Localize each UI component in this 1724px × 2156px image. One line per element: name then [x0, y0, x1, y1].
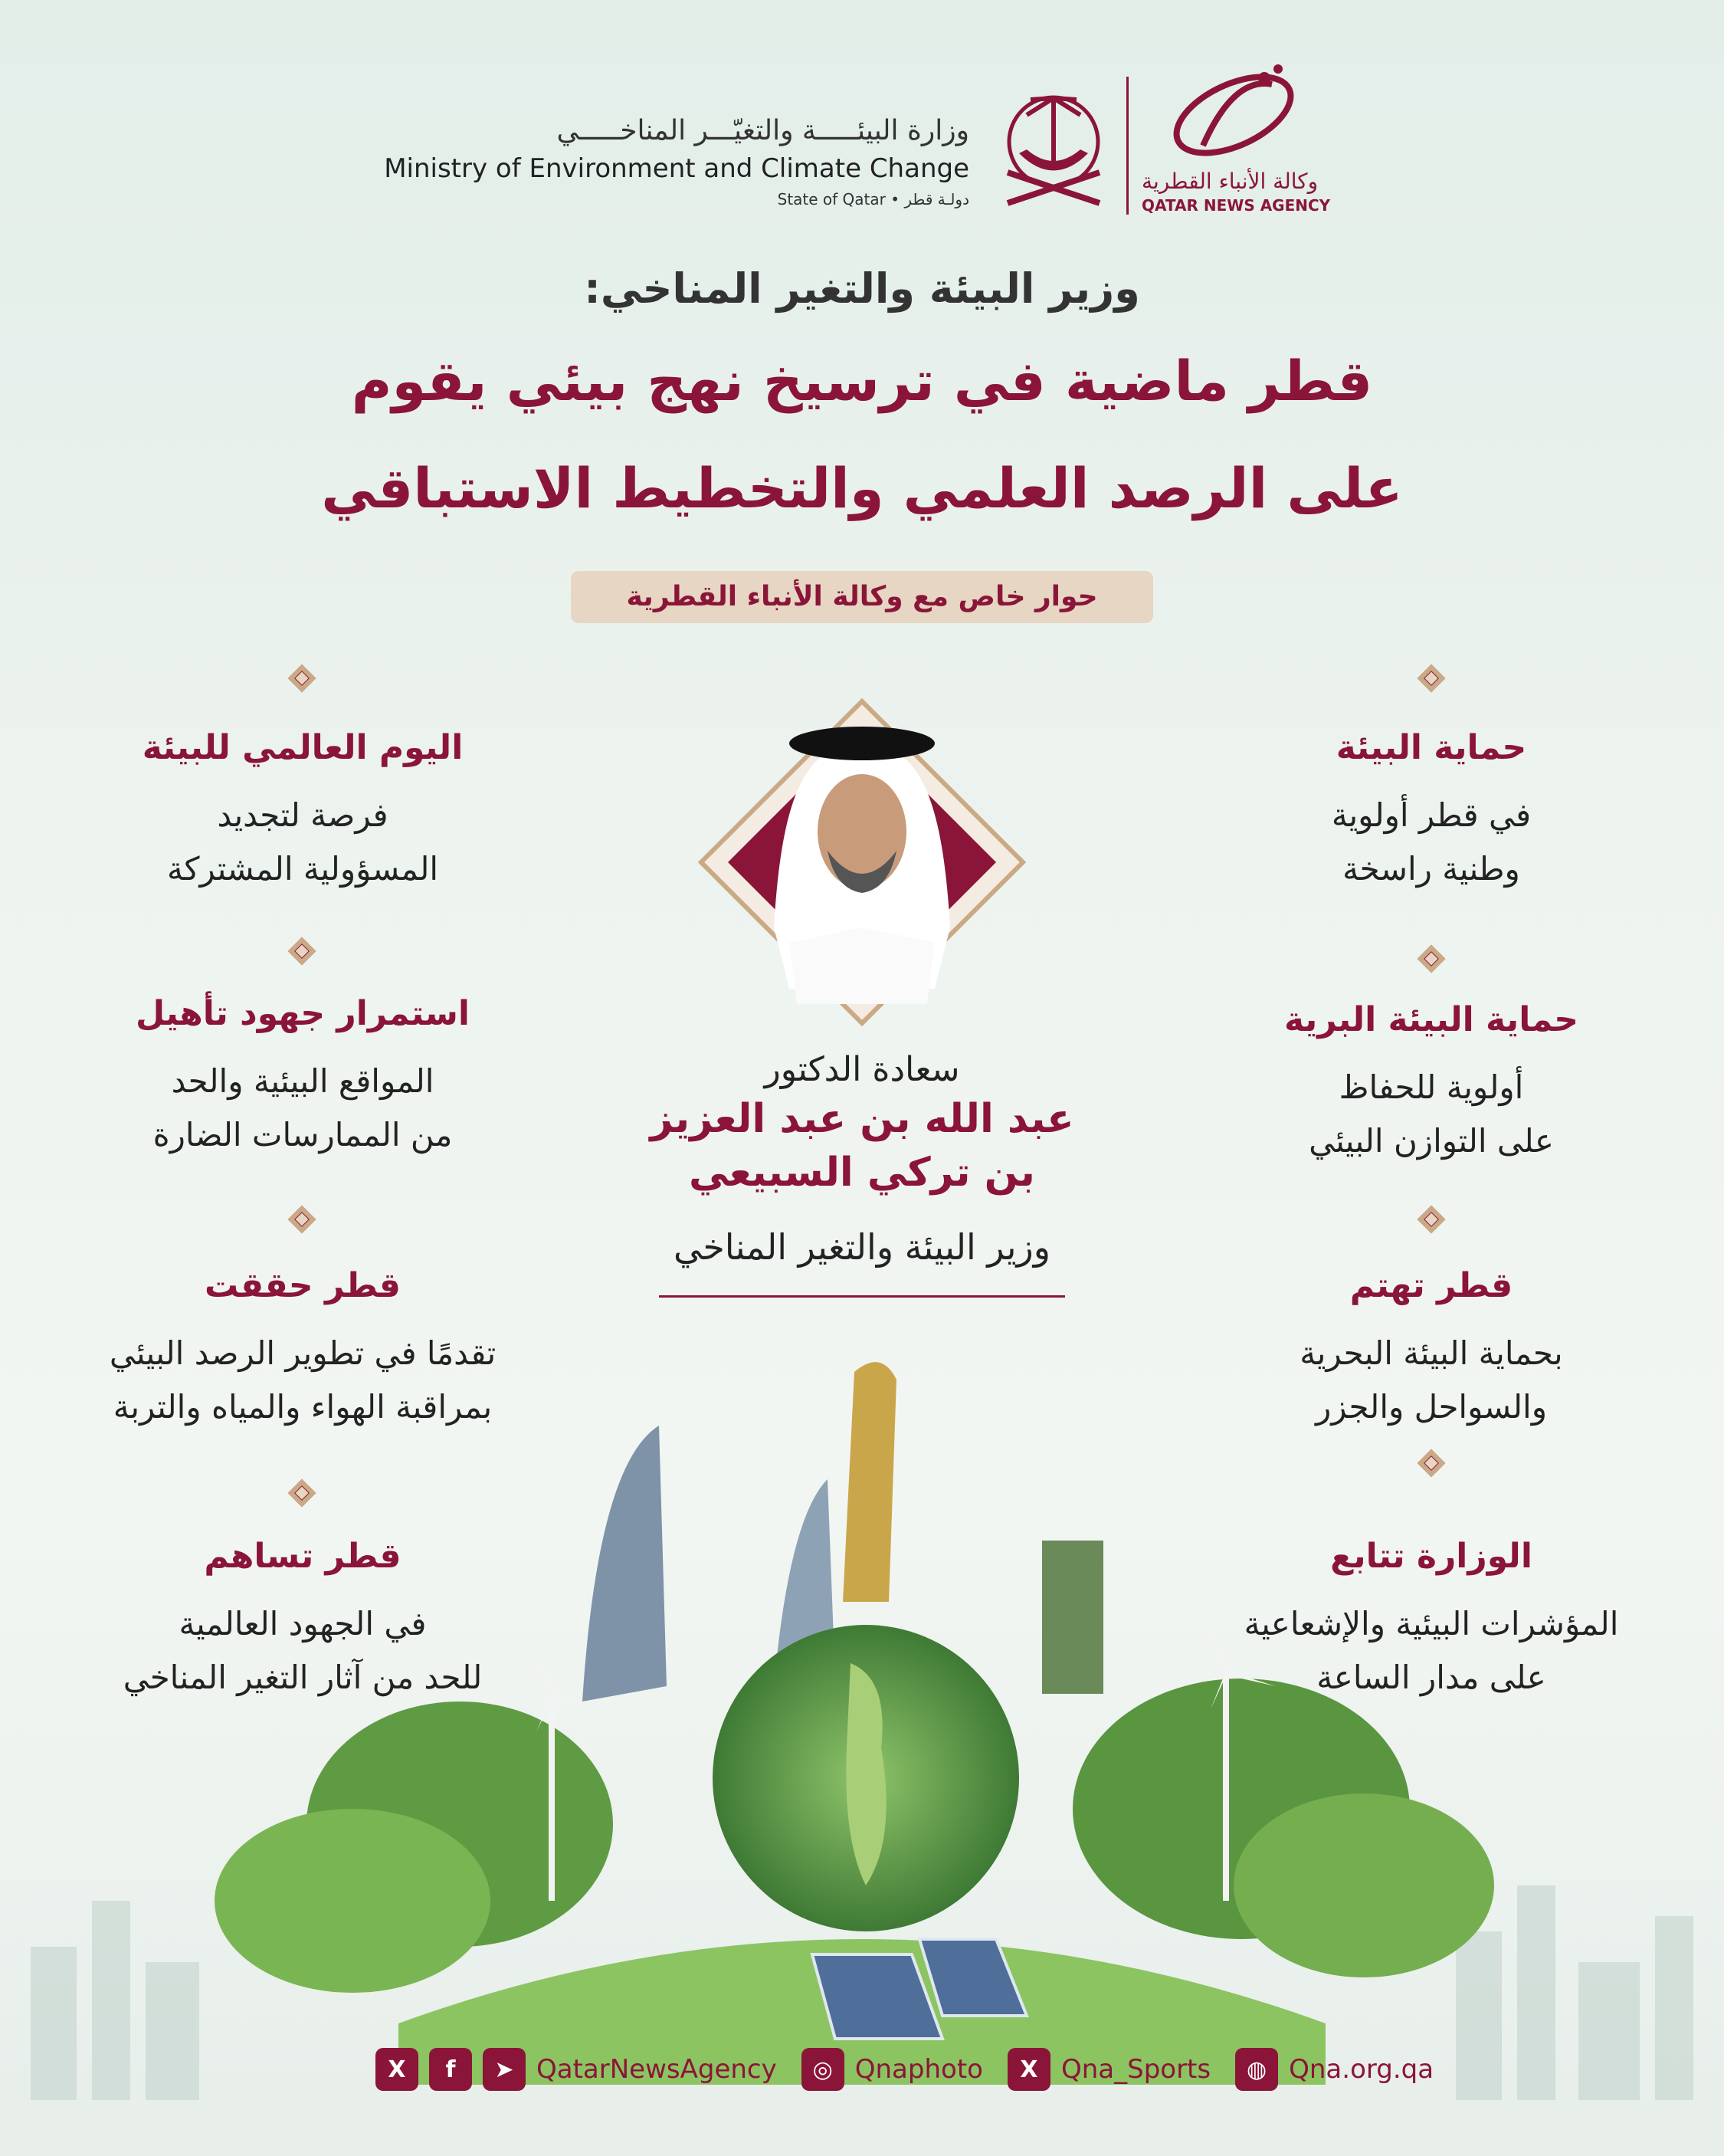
qatar-emblem-icon	[996, 77, 1111, 215]
minister-name-line-1: عبد الله بن عبد العزيز	[650, 1096, 1074, 1142]
item-line: تقدمًا في تطوير الرصد البيئي	[109, 1334, 497, 1372]
item-title: قطر تهتم	[1349, 1266, 1513, 1305]
globe-icon[interactable]: ◍	[1235, 2048, 1278, 2091]
handle-qatarnewsagency[interactable]: QatarNewsAgency	[536, 2054, 777, 2085]
item-line: وطنية راسخة	[1342, 850, 1520, 888]
facebook-icon[interactable]: f	[429, 2048, 472, 2091]
item-line: المؤشرات البيئية والإشعاعية	[1244, 1605, 1619, 1642]
diamond-bullet-icon	[288, 665, 316, 693]
green-city-illustration	[0, 1349, 1724, 2156]
handle-qna-sports[interactable]: Qna_Sports	[1060, 2054, 1211, 2085]
state-of-qatar-label: State of Qatar • دولـة قطر	[777, 190, 969, 208]
item-line: بمراقبة الهواء والمياه والتربة	[113, 1388, 493, 1426]
minister-honorific: سعادة الدكتور	[764, 1050, 960, 1089]
diamond-bullet-icon	[1418, 945, 1446, 973]
minister-role: وزير البيئة والتغير المناخي	[674, 1226, 1050, 1268]
item-line: في قطر أولوية	[1331, 796, 1532, 834]
handle-qnaphoto[interactable]: Qnaphoto	[854, 2054, 983, 2085]
role-underline	[659, 1295, 1065, 1298]
item-line: في الجهود العالمية	[179, 1605, 427, 1642]
ministry-name-english: Ministry of Environment and Climate Change	[384, 153, 969, 184]
x-icon[interactable]: X	[375, 2048, 418, 2091]
qna-logo-icon	[1157, 61, 1310, 161]
header-divider	[1126, 77, 1129, 215]
telegram-icon[interactable]: ➤	[483, 2048, 526, 2091]
item-line: على التوازن البيئي	[1309, 1122, 1554, 1160]
item-title: الوزارة تتابع	[1330, 1537, 1532, 1576]
qna-name-english: QATAR NEWS AGENCY	[1142, 196, 1331, 215]
headline-line-1: قطر ماضية في ترسيخ نهج بيئي يقوم	[351, 349, 1373, 413]
left-item-1	[88, 728, 517, 896]
item-line: بحماية البيئة البحرية	[1300, 1334, 1563, 1372]
website-link[interactable]: Qna.org.qa	[1289, 2054, 1434, 2085]
diamond-bullet-icon	[288, 937, 316, 966]
item-line: أولوية للحفاظ	[1339, 1068, 1524, 1106]
item-line: على مدار الساعة	[1316, 1659, 1546, 1696]
item-line: للحد من آثار التغير المناخي	[123, 1659, 483, 1696]
interview-badge: حوار خاص مع وكالة الأنباء القطرية	[571, 571, 1153, 623]
minister-name-line-2: بن تركي السبيعي	[689, 1150, 1035, 1196]
ministry-name-arabic: وزارة البيئـــــة والتغيّـــر المناخـــــي	[556, 115, 969, 146]
social-bar	[375, 2046, 1447, 2092]
minister-portrait	[697, 697, 1027, 1027]
item-line: من الممارسات الضارة	[152, 1116, 453, 1153]
diamond-bullet-icon	[1418, 665, 1446, 693]
item-title: قطر حققت	[205, 1266, 401, 1305]
item-line: المواقع البيئية والحد	[171, 1062, 434, 1100]
item-title: حماية البيئة البرية	[1284, 1000, 1578, 1039]
subtitle: وزير البيئة والتغير المناخي:	[584, 264, 1140, 313]
qna-name-arabic: وكالة الأنباء القطرية	[1142, 169, 1319, 194]
instagram-icon[interactable]: ◎	[801, 2048, 844, 2091]
item-line: فرصة لتجديد	[217, 796, 388, 834]
item-line: المسؤولية المشتركة	[166, 850, 439, 888]
item-title: استمرار جهود تأهيل	[136, 994, 470, 1033]
right-item-1	[1217, 728, 1646, 896]
item-line: والسواحل والجزر	[1315, 1388, 1548, 1426]
item-title: اليوم العالمي للبيئة	[142, 728, 464, 767]
x-icon[interactable]: X	[1008, 2048, 1050, 2091]
item-title: قطر تساهم	[204, 1537, 402, 1576]
item-title: حماية البيئة	[1336, 728, 1527, 767]
headline-line-2: على الرصد العلمي والتخطيط الاستباقي	[321, 456, 1403, 520]
